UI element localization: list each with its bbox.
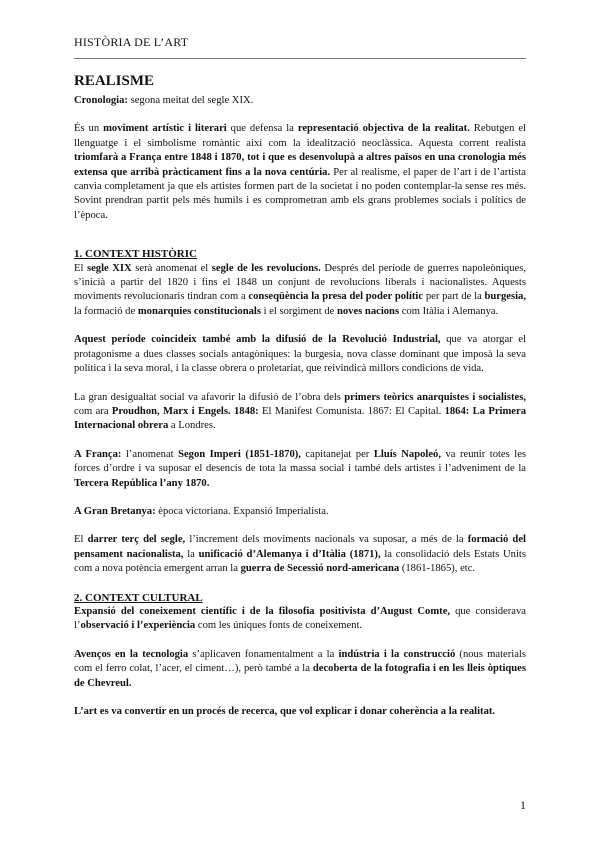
text-run: per part de la — [423, 291, 485, 303]
header-divider — [74, 58, 526, 59]
paragraph — [74, 605, 526, 634]
paragraph — [74, 391, 526, 434]
text-run: la consolidació dels Estats Units com a nova potència emergent arran la — [74, 548, 526, 575]
bold-run: A França: — [74, 448, 122, 460]
text-run: va reunir totes les forces d’ordre i va suposar el desencís de tota la massa social i també dels artistes i l’adveniment de la — [74, 448, 527, 475]
paragraph — [74, 533, 526, 576]
page-number: 1 — [520, 798, 526, 812]
text-run: com Itàlia i Alemanya. — [399, 305, 499, 317]
paragraph — [74, 648, 526, 691]
paragraph — [74, 262, 526, 320]
document-body — [74, 72, 526, 733]
text-run: la — [183, 548, 199, 560]
bold-run: Avenços en la tecnologia — [74, 648, 189, 660]
intro-paragraph — [74, 122, 526, 223]
bold-run: Segon Imperi (1851-1870), — [178, 448, 301, 460]
bold-run: L’art es va convertir en un procés de recerca, que vol explicar i donar coherència a la realitat. — [74, 706, 496, 717]
text-run: El Manifest Comunista. 1867: El Capital. — [258, 405, 445, 417]
bold-run: Aquest període coincideix també amb la difusió de la Revolució Industrial, — [74, 334, 441, 346]
text-run: la formació de — [74, 305, 138, 317]
bold-run: formació del pensament nacionalista, — [74, 534, 526, 560]
running-header: HISTÒRIA DE L’ART — [74, 35, 189, 49]
text-run: El — [74, 534, 88, 546]
bold-run: observació i l’experiència — [80, 620, 196, 632]
cronologia-text: segona meitat del segle XIX. — [127, 95, 254, 106]
bold-run: guerra de Secessió nord-americana — [240, 563, 400, 575]
text-run: Després del període de guerres napoleòniques, s’inicià a partir del 1820 i fins el 1848 un conjunt de revolucions liberals i nacionalistes. Aquests moviments revolucionaris tindran com a — [74, 262, 526, 303]
text-run: (nous materials com el ferro colat, l’acer, el ciment…), però també a la — [74, 648, 526, 675]
bold-run: A Gran Bretanya: — [74, 505, 156, 517]
bold-run: segle XIX — [86, 262, 132, 274]
bold-run: unificació d’Alemanya i d’Itàlia (1871), — [198, 548, 381, 560]
section-heading-context-historic: 1. CONTEXT HISTÒRIC — [74, 248, 197, 261]
bold-run: Expansió del coneixement científic i de la filosofia positivista d’August Comte, — [74, 605, 451, 617]
text-run: i el sorgiment de — [260, 305, 337, 317]
text-run: El — [74, 262, 87, 274]
text-run: Rebutgen el llenguatge i el simbolisme romàntic així com la idealització neoclàssica. Aquesta corrent realista — [74, 123, 527, 149]
bold-run: Proudhon, Marx i Engels. 1848: — [111, 405, 259, 417]
text-run: que defensa la — [226, 123, 298, 135]
paragraph — [74, 448, 526, 491]
page-title: REALISME — [74, 73, 155, 89]
text-run: serà anomenat el — [131, 262, 212, 274]
bold-run: monarquies constitucionals — [137, 305, 261, 317]
bold-run: segle de les revolucions. — [211, 262, 321, 274]
text-run: l’increment dels moviments nacionals va suposar, a més de la — [185, 534, 468, 546]
bold-run: indústria i la construcció — [338, 648, 456, 660]
text-run: època victoriana. Expansió Imperialista. — [155, 505, 329, 517]
bold-run: representació objectiva de la realitat. — [297, 123, 470, 135]
bold-run: decoberta de la fotografia i en les lleis òptiques de Chevreul. — [74, 663, 526, 689]
bold-run: triomfarà a França entre 1848 i 1870, tot i que es desenvolupà a altres països en una cronologia més extensa que arribà pràcticament fins a la nova centúria. — [74, 152, 526, 178]
text-run: s’aplicaven fonamentalment a la — [188, 648, 339, 660]
text-run: a Londres. — [168, 420, 216, 432]
paragraph — [74, 333, 526, 376]
bold-run: conseqüència la presa del poder polític — [248, 291, 424, 303]
text-run: capitanejat per — [300, 448, 374, 460]
cronologia-label: Cronologia: — [74, 95, 128, 106]
text-run: l’anomenat — [121, 448, 179, 460]
text-run: (1861-1865), etc. — [399, 563, 476, 575]
text-run: com les úniques fonts de coneixement. — [195, 620, 363, 632]
bold-run: primers teòrics anarquistes i socialistes, — [344, 391, 526, 403]
bold-run: noves nacions — [336, 305, 400, 317]
text-run: La gran desigualtat social va afavorir la difusió de l’obra dels — [74, 391, 345, 403]
text-run: que considerava l’ — [74, 605, 526, 632]
bold-run: moviment artístic i literari — [103, 123, 227, 135]
cronologia-line — [74, 94, 526, 108]
text-run: que va atorgar el protagonisme a dues classes socials antagòniques: la burgesia, nova classe dominant que imposà la seva política i la seva moral, i la classe obrera o proletariat, que reivindicà millors condicions de vida. — [74, 334, 526, 375]
bold-run: Lluís Napoleó, — [373, 448, 441, 460]
text-run: És un — [74, 123, 104, 135]
bold-run: Tercera República l’any 1870. — [74, 477, 210, 489]
text-run: Per al realisme, el paper de l’art i de l’artista canvia completament ja que els artistes formen part de la societat i no poden contemplar-la sense res més. Sovint prendran partit pels més humils i es comprometran amb els grans problemes socials i polítics de l’època. — [74, 166, 526, 221]
paragraph — [74, 505, 526, 519]
bold-run: 1864: La Primera Internacional obrera — [74, 405, 526, 432]
text-run: com ara — [74, 405, 112, 417]
section-heading-context-cultural: 2. CONTEXT CULTURAL — [74, 591, 203, 604]
paragraph — [74, 705, 526, 719]
bold-run: darrer terç del segle, — [87, 534, 186, 546]
bold-run: burgesia, — [484, 291, 526, 303]
